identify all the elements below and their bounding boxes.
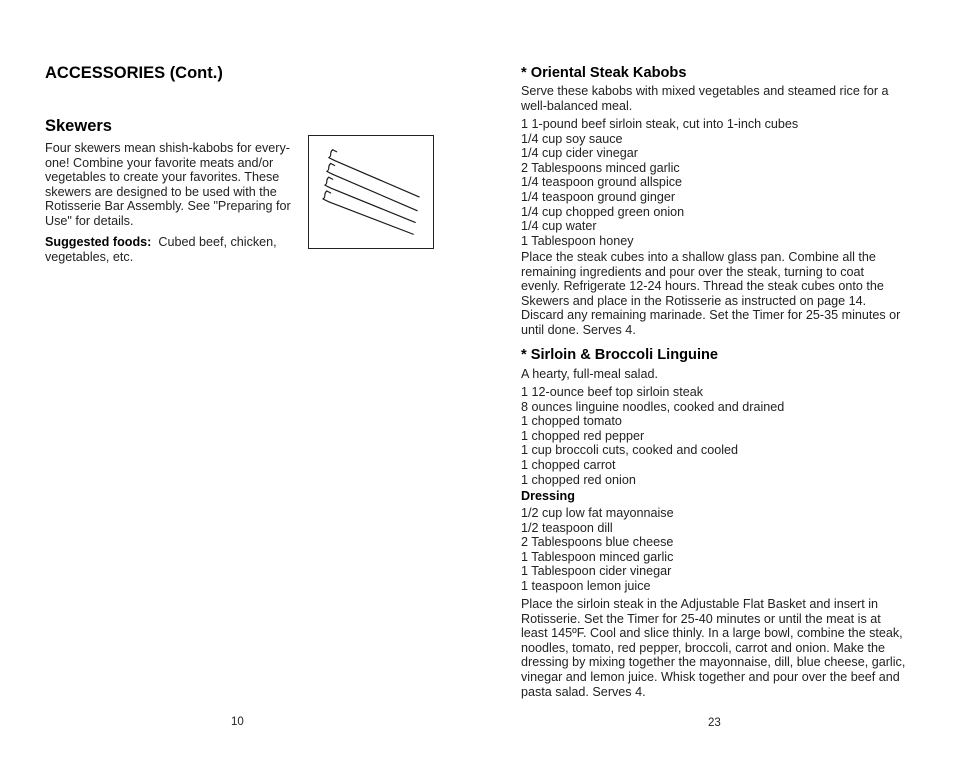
recipe-title-linguine: * Sirloin & Broccoli Linguine [521, 347, 719, 363]
dressing-item: 1 Tablespoon cider vinegar [521, 564, 672, 579]
recipe-method-linguine: Place the sirloin steak in the Adjustable Flat Basket and insert in Rotisserie. Set the Timer for 25-40 minutes or until the meat is at least 145ºF. Cool and slice thinly. In a large bowl, combine the steak, noodles, tomato, red pepper, broccoli, carrot and onion. Make the dressing by mixing together the mayonnaise, dill, blue cheese, garlic, vinegar and lemon juice. Whisk together and pour over the beef and pasta salad. Serves 4. [521, 597, 906, 699]
dressing-item: 1/2 teaspoon dill [521, 520, 613, 535]
dressing-item: 1 teaspoon lemon juice [521, 578, 651, 593]
dressing-item: 1/2 cup low fat mayonnaise [521, 506, 674, 520]
ingredient-item: 1/4 teaspoon ground allspice [521, 175, 683, 190]
ingredient-item: 1 chopped red onion [521, 472, 636, 487]
dressing-item: 2 Tablespoons blue cheese [521, 535, 674, 550]
skewers-heading: Skewers [45, 117, 112, 135]
suggested-foods-label: Suggested foods: [45, 235, 152, 249]
ingredient-item: 1/4 cup water [521, 219, 597, 234]
ingredient-item: 1 cup broccoli cuts, cooked and cooled [521, 443, 739, 458]
ingredient-item: 1 chopped carrot [521, 457, 616, 472]
skewers-icon [309, 136, 433, 248]
dressing-list [521, 506, 906, 594]
left-page [45, 0, 445, 781]
suggested-foods-text: Cubed beef, chicken, vegetables, etc. [45, 235, 277, 264]
ingredient-item: 1/4 teaspoon ground ginger [521, 189, 676, 204]
ingredient-item: 1/4 cup cider vinegar [521, 146, 638, 161]
ingredient-list-linguine [521, 385, 906, 487]
recipe-title-kabobs: * Oriental Steak Kabobs [521, 65, 687, 81]
dressing-heading: Dressing [521, 489, 575, 503]
recipe-intro-kabobs: Serve these kabobs with mixed vegetables and steamed rice for a well-balanced meal. [521, 84, 889, 113]
recipe-method-kabobs: Place the steak cubes into a shallow glass pan. Combine all the remaining ingredients and pour over the steak, turning to coat evenly. Refrigerate 12-24 hours. Thread the steak cubes onto the Skewers and place in the Rotisserie as instructed on page 14. Discard any remaining marinade. Set the Timer for 25-35 minutes or until done. Serves 4. [521, 250, 901, 337]
page-number-right: 23 [708, 717, 721, 729]
ingredient-item: 1 12-ounce beef top sirloin steak [521, 385, 704, 399]
ingredient-item: 1/4 cup chopped green onion [521, 204, 685, 219]
ingredient-item: 1 1-pound beef sirloin steak, cut into 1-inch cubes [521, 117, 799, 131]
ingredient-item: 1/4 cup soy sauce [521, 131, 623, 146]
suggested-foods [45, 235, 301, 264]
ingredient-item: 1 Tablespoon honey [521, 233, 634, 248]
skewers-description: Four skewers mean shish-kabobs for every-one! Combine your favorite meats and/or vegetables to create your favorites. These skewers are designed to be used with the Rotisserie Bar Assembly. See "Preparing for Use" for details. [45, 141, 291, 228]
dressing-item: 1 Tablespoon minced garlic [521, 549, 674, 564]
right-page [521, 0, 911, 781]
recipe-intro-linguine: A hearty, full-meal salad. [521, 367, 658, 381]
ingredient-item: 8 ounces linguine noodles, cooked and drained [521, 399, 785, 414]
ingredient-item: 1 chopped tomato [521, 414, 622, 429]
ingredient-item: 1 chopped red pepper [521, 428, 645, 443]
page-number-left: 10 [231, 716, 244, 728]
ingredient-list-kabobs [521, 117, 906, 248]
skewers-figure [308, 135, 434, 249]
page-heading: ACCESSORIES (Cont.) [45, 64, 223, 82]
ingredient-item: 2 Tablespoons minced garlic [521, 160, 680, 175]
